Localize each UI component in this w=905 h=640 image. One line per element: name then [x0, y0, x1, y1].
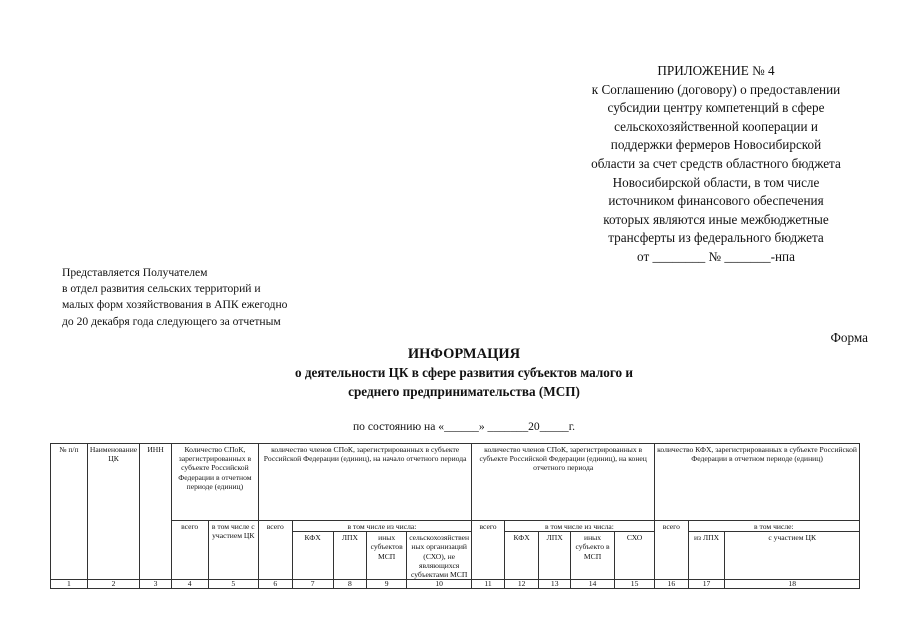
column-number: 18	[725, 580, 860, 589]
appendix-line: области за счет средств областного бюджета	[591, 155, 841, 171]
column-number: 8	[333, 580, 367, 589]
column-number: 3	[140, 580, 172, 589]
column-number: 12	[504, 580, 539, 589]
form-label: Форма	[830, 330, 868, 345]
submitter-line: в отдел развития сельских территорий и	[62, 282, 261, 296]
title-main: ИНФОРМАЦИЯ	[407, 346, 521, 362]
header-spok-count: Количество СПоК, зарегистрированных в субъекте Российской Федерации в отчетном периоде (единиц)	[171, 444, 258, 521]
column-number: 13	[539, 580, 571, 589]
header-including-from: в том числе из числа:	[292, 521, 472, 532]
column-number: 15	[615, 580, 655, 589]
column-number: 17	[688, 580, 725, 589]
report-table	[50, 443, 860, 589]
appendix-line: к Соглашению (договору) о предоставлении	[591, 81, 841, 97]
column-number: 9	[367, 580, 407, 589]
header-sxo: сельскохозяйственных организаций (СХО), не являющихся субъектами МСП	[407, 532, 472, 580]
header-sxo: СХО	[615, 532, 655, 580]
submitter-line: Представляется Получателем	[62, 266, 208, 279]
header-total: всего	[655, 521, 689, 580]
column-number: 4	[171, 580, 208, 589]
header-including-from: в том числе из числа:	[504, 521, 654, 532]
header-with-ck: в том числе с участием ЦК	[208, 521, 258, 580]
column-number-row	[51, 580, 860, 589]
header-total: всего	[259, 521, 293, 580]
appendix-line: субсидии центру компетенций в сфере	[607, 100, 825, 116]
appendix-line: источником финансового обеспечения	[608, 193, 824, 209]
column-number: 16	[655, 580, 689, 589]
appendix-line: Новосибирской области, в том числе	[612, 174, 820, 190]
header-including: в том числе:	[688, 521, 859, 532]
header-total: всего	[171, 521, 208, 580]
submitter-note	[62, 265, 352, 330]
title-line: среднего предпринимательства (МСП)	[348, 383, 580, 399]
header-with-ck: с участием ЦК	[725, 532, 860, 580]
header-lph: ЛПХ	[333, 532, 367, 580]
title-line: о деятельности ЦК в сфере развития субъектов малого и	[294, 365, 634, 380]
appendix-line: поддержки фермеров Новосибирской	[610, 137, 822, 153]
document-title	[0, 345, 905, 401]
header-members-end: количество членов СПоК, зарегистрированных в субъекте Российской Федерации (единиц), на конец отчетного периода	[472, 444, 655, 521]
appendix-line: трансферты из федерального бюджета	[608, 230, 824, 246]
header-kfx: КФХ	[504, 532, 539, 580]
header-total: всего	[472, 521, 505, 580]
column-number: 14	[570, 580, 614, 589]
appendix-line: которых являются иные межбюджетные	[603, 211, 829, 227]
submitter-line: малых форм хозяйствования в АПК ежегодно	[62, 298, 288, 312]
column-number: 11	[472, 580, 505, 589]
header-kfx: КФХ	[292, 532, 333, 580]
column-number: 2	[87, 580, 140, 589]
header-other-msp: иных субъектов МСП	[367, 532, 407, 580]
as-of-date: по состоянию на «______» _______20_____г.	[352, 420, 576, 433]
header-other-msp: иных субъекто в МСП	[570, 532, 614, 580]
appendix-line: сельскохозяйственной кооперации и	[614, 118, 818, 134]
header-ck-name: Наименование ЦК	[87, 444, 140, 580]
header-from-lph: из ЛПХ	[688, 532, 725, 580]
column-number: 5	[208, 580, 258, 589]
header-lph: ЛПХ	[539, 532, 571, 580]
column-number: 10	[407, 580, 472, 589]
column-number: 6	[259, 580, 293, 589]
appendix-title: ПРИЛОЖЕНИЕ № 4	[657, 63, 775, 78]
header-number: № п/п	[51, 444, 88, 580]
appendix-date-number: от ________ № _______-нпа	[637, 248, 795, 264]
header-members-start: количество членов СПоК, зарегистрированных в субъекте Российской Федерации (единиц), на начало отчетного периода	[259, 444, 472, 521]
submitter-line: до 20 декабря года следующего за отчетным	[62, 314, 281, 328]
appendix-header	[560, 62, 872, 267]
column-number: 1	[51, 580, 88, 589]
header-inn: ИНН	[140, 444, 172, 580]
header-kfh-count: количество КФХ, зарегистрированных в субъекте Российской Федерации в отчетном периоде (единиц)	[655, 444, 860, 521]
column-number: 7	[292, 580, 333, 589]
